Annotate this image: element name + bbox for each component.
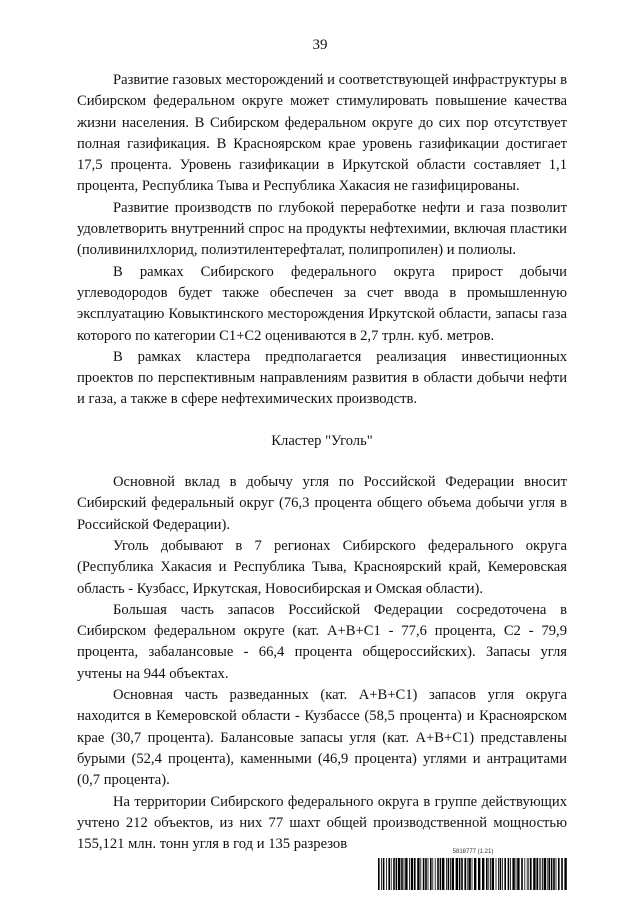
- paragraph: На территории Сибирского федерального округа в группе действующих учтено 212 объектов, из них 77 шахт общей производственной мощностью 155,121 млн. тонн угля в год и 135 разрезов: [77, 793, 567, 853]
- paragraph: Развитие производств по глубокой переработке нефти и газа позволит удовлетворить внутренний спрос на продукты нефтехимии, включая пластики (поливинилхлорид, полиэтилентерефталат, полипропилен) и полиолы.: [77, 199, 567, 259]
- paragraph: Большая часть запасов Российской Федерации сосредоточена в Сибирском федеральном округе (кат. А+В+С1 - 77,6 процента, С2 - 79,9 процента, забалансовые - 66,4 процента общероссийских). Запасы угля учтены на 944 объектах.: [77, 601, 567, 682]
- section-heading: Кластер "Уголь": [271, 432, 373, 449]
- page-number: 39: [312, 37, 328, 53]
- barcode: [378, 849, 568, 890]
- paragraph: Уголь добывают в 7 регионах Сибирского федерального округа (Республика Хакасия и Республика Тыва, Красноярский край, Кемеровская область - Кузбасс, Иркутская, Новосибирская и Омская области).: [77, 537, 567, 597]
- paragraph: Основная часть разведанных (кат. А+В+С1) запасов угля округа находится в Кемеровской области - Кузбассе (58,5 процента) и Красноярском крае (30,7 процента). Балансовые запасы угля (кат. А+В+С1) представлены бурыми (52,4 процента), каменными (46,9 процента) углями и антрацитами (0,7 процента).: [77, 687, 567, 789]
- paragraph: Развитие газовых месторождений и соответствующей инфраструктуры в Сибирском федеральном округе может стимулировать повышение качества жизни населения. В Сибирском федеральном округе до сих пор отсутствует полная газификация. В Красноярском крае уровень газификации достигает 17,5 процента. Уровень газификации в Иркутской области составляет 1,1 процента, Республика Тыва и Республика Хакасия не газифицированы.: [77, 72, 567, 195]
- paragraph: Основной вклад в добычу угля по Российской Федерации вносит Сибирский федеральный округ (76,3 процента общего объема добычи угля в Российской Федерации).: [77, 474, 567, 533]
- barcode-icon: [378, 858, 568, 890]
- paragraph: В рамках кластера предполагается реализация инвестиционных проектов по перспективным направлениям развития в области добычи нефти и газа, а также в сфере нефтехимических производств.: [77, 348, 567, 408]
- paragraph: В рамках Сибирского федерального округа прирост добычи углеводородов будет также обеспечен за счет ввода в промышленную эксплуатацию Ковыктинского месторождения Иркутской области, запасы газа которого по категории С1+С2 оцениваются в 2,7 трлн. куб. метров.: [77, 263, 567, 344]
- barcode-label: 5818777 (1.21): [452, 849, 494, 855]
- document-body: [77, 70, 567, 855]
